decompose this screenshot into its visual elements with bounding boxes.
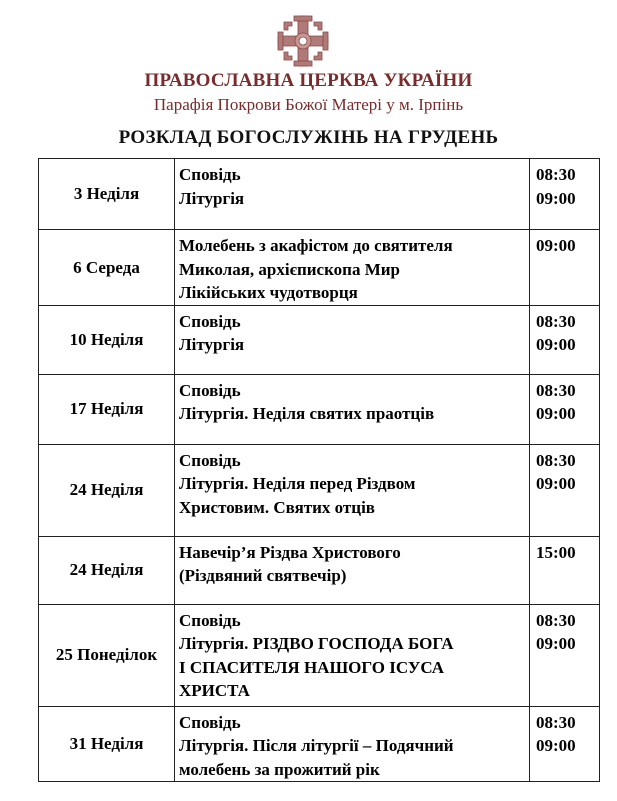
service-time: 09:00 (536, 188, 576, 208)
schedule-services (175, 706, 530, 782)
schedule-row (39, 604, 600, 706)
service-time: 08:30 (536, 380, 576, 400)
service-line: молебень за прожитий рік (179, 759, 380, 779)
schedule-date: 31 Неділя (39, 706, 175, 782)
service-line: Сповідь (179, 610, 241, 630)
schedule-date: 3 Неділя (39, 159, 175, 230)
service-time: 09:00 (536, 736, 576, 755)
schedule-times (530, 444, 600, 536)
service-time: 08:30 (536, 610, 576, 630)
service-line: Сповідь (179, 380, 241, 400)
service-line: Літургія (179, 335, 245, 354)
schedule-services (175, 374, 530, 444)
schedule-row (39, 444, 600, 536)
service-time: 08:30 (536, 311, 576, 331)
schedule-times (530, 159, 600, 230)
service-time: 08:30 (536, 165, 576, 184)
schedule-times (530, 374, 600, 444)
schedule-times (530, 230, 600, 306)
service-time: 09:00 (536, 634, 576, 653)
schedule-heading: РОЗКЛАД БОГОСЛУЖІНЬ НА ГРУДЕНЬ (118, 127, 499, 148)
service-line: Літургія. Після літургії – Подячний (179, 736, 454, 755)
service-line: Літургія. Неділя перед Різдвом (179, 474, 416, 493)
service-time: 09:00 (536, 474, 576, 493)
schedule-times (530, 706, 600, 782)
schedule-table-body (39, 159, 600, 782)
schedule-row (39, 159, 600, 230)
schedule-row (39, 374, 600, 444)
schedule-row (39, 305, 600, 374)
service-line: Літургія (179, 188, 245, 208)
service-line: Молебень з акафістом до святителя (179, 236, 453, 255)
service-line: Миколая, архієпископа Мир (179, 259, 400, 279)
service-line: Сповідь (179, 165, 241, 184)
service-line: Літургія. РІЗДВО ГОСПОДА БОГА (179, 634, 454, 653)
service-line: І СПАСИТЕЛЯ НАШОГО ІСУСА (179, 657, 445, 677)
church-title: ПРАВОСЛАВНА ЦЕРКВА УКРАЇНИ (144, 70, 473, 91)
service-line: Христовим. Святих отців (179, 497, 375, 517)
schedule-row (39, 230, 600, 306)
orthodox-cross-emblem-icon (276, 14, 330, 68)
schedule-table (38, 158, 600, 782)
schedule-date: 24 Неділя (39, 444, 175, 536)
service-line: (Різдвяний святвечір) (179, 566, 347, 585)
schedule-services (175, 305, 530, 374)
schedule-date: 25 Понеділок (39, 604, 175, 706)
parish-subtitle: Парафія Покрови Божої Матері у м. Ірпінь (153, 95, 464, 114)
schedule-date: 6 Середа (39, 230, 175, 306)
schedule-times (530, 536, 600, 604)
service-line: Сповідь (179, 311, 241, 331)
schedule-date: 17 Неділя (39, 374, 175, 444)
service-line: Сповідь (179, 712, 241, 732)
service-line: Навечір’я Різдва Христового (179, 542, 401, 562)
schedule-row (39, 706, 600, 782)
service-time: 09:00 (536, 236, 576, 255)
service-line: Літургія. Неділя святих праотців (179, 404, 435, 423)
schedule-row (39, 536, 600, 604)
schedule-services (175, 604, 530, 706)
service-time: 08:30 (536, 712, 576, 732)
schedule-services (175, 159, 530, 230)
service-time: 15:00 (536, 542, 576, 562)
schedule-services (175, 444, 530, 536)
service-time: 09:00 (536, 404, 576, 423)
schedule-services (175, 536, 530, 604)
service-line: Лікійських чудотворця (179, 283, 358, 302)
service-line: Сповідь (179, 450, 241, 470)
schedule-times (530, 305, 600, 374)
schedule-times (530, 604, 600, 706)
service-time: 09:00 (536, 335, 576, 354)
schedule-date: 10 Неділя (39, 305, 175, 374)
service-line: ХРИСТА (179, 681, 250, 700)
service-time: 08:30 (536, 450, 576, 470)
schedule-services (175, 230, 530, 306)
schedule-date: 24 Неділя (39, 536, 175, 604)
